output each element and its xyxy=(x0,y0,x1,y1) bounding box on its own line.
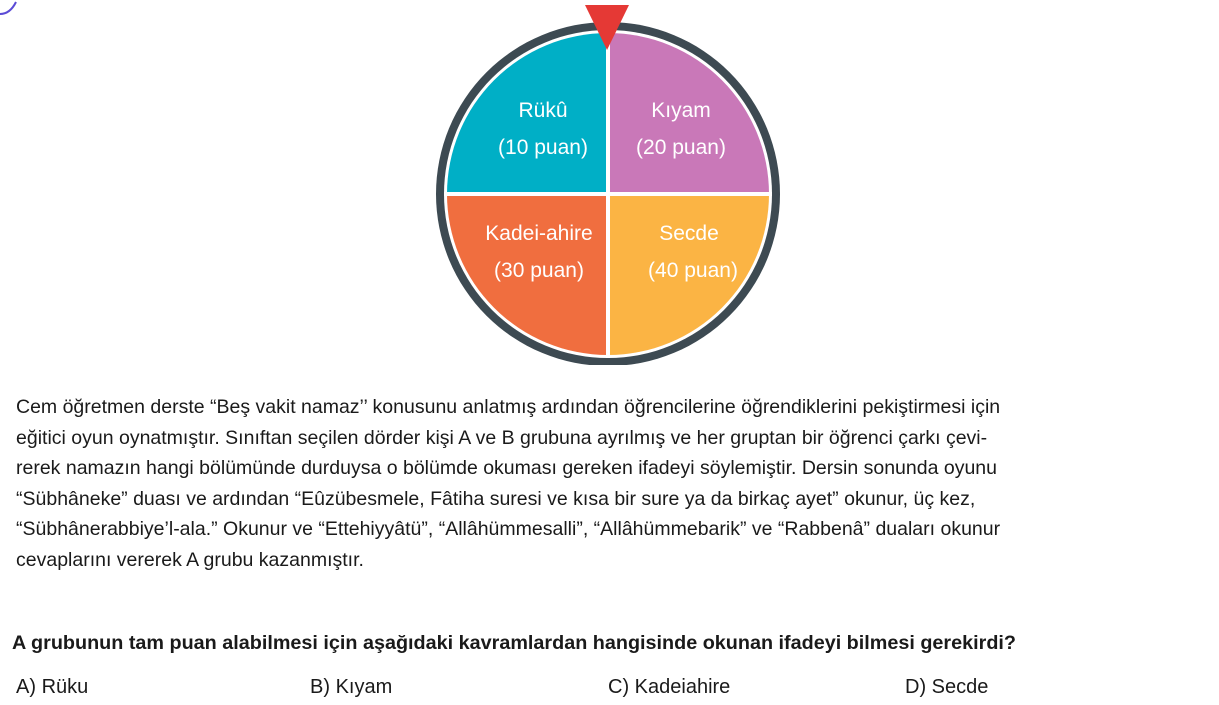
slice-secde-points: (40 puan) xyxy=(648,259,738,282)
option-d[interactable] xyxy=(905,676,988,699)
paragraph-line: Cem öğretmen derste “Beş vakit namaz’’ konusunu anlatmış ardından öğrencilerine öğrendiklerini pekiştirmesi için xyxy=(16,396,1001,418)
question-paragraph xyxy=(16,392,1211,575)
slice-kiyam-points: (20 puan) xyxy=(636,136,726,159)
slice-kiyam-name: Kıyam xyxy=(651,99,711,122)
option-c[interactable] xyxy=(608,676,730,699)
paragraph-line: “Sübhâneke” duası ve ardından “Eûzübesmele, Fâtiha suresi ve kısa bir sure ya da birkaç ayet” okunur, üç kez, xyxy=(16,487,976,510)
slice-ruku-name: Rükû xyxy=(518,99,568,122)
option-a-letter: A) xyxy=(16,676,36,698)
option-b[interactable] xyxy=(310,676,392,699)
option-c-text: Kadeiahire xyxy=(634,676,731,698)
option-b-text: Kıyam xyxy=(335,676,393,698)
corner-arc-icon xyxy=(0,0,30,20)
slice-ruku-points: (10 puan) xyxy=(498,136,588,159)
prize-wheel xyxy=(420,0,800,365)
option-d-text: Secde xyxy=(931,676,989,698)
question-stem: A grubunun tam puan alabilmesi için aşağıdaki kavramlardan hangisinde okunan ifadeyi bilmesi gerekirdi? xyxy=(12,632,1016,654)
paragraph-line: “Sübhânerabbiye’l-ala.” Okunur ve “Ettehiyyâtü”, “Allâhümmesalli”, “Allâhümmebarik” ve “Rabbenâ” duaları okunur xyxy=(16,518,1001,540)
option-b-letter: B) xyxy=(310,676,330,698)
option-d-letter: D) xyxy=(905,676,927,698)
paragraph-line: cevaplarını vererek A grubu kazanmıştır. xyxy=(16,548,364,571)
slice-kadei-ahire-name: Kadei-ahire xyxy=(485,222,593,245)
slice-kadei-ahire-points: (30 puan) xyxy=(494,259,584,282)
paragraph-line: rerek namazın hangi bölümünde durduysa o bölümde okuması gereken ifadeyi söylemiştir. Dersin sonunda oyunu xyxy=(16,457,997,479)
slice-secde-name: Secde xyxy=(659,222,719,245)
paragraph-line: eğitici oyun oynatmıştır. Sınıftan seçilen dörder kişi A ve B grubuna ayrılmış ve her gruptan bir öğrenci çarkı çevi- xyxy=(16,426,988,449)
option-c-letter: C) xyxy=(608,676,630,698)
option-a[interactable] xyxy=(16,676,88,699)
option-a-text: Rüku xyxy=(41,676,89,698)
